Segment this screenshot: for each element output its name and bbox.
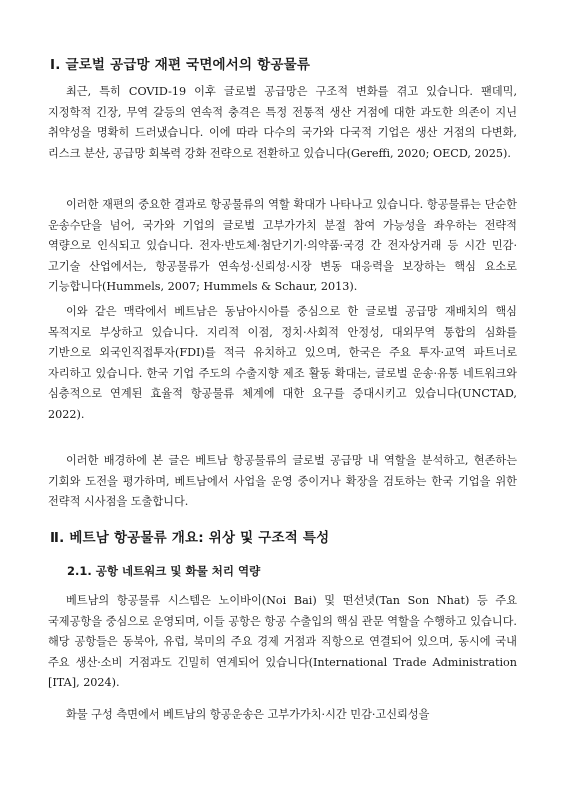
section-1-paragraph-2: 이러한 재편의 중요한 결과로 항공물류의 역할 확대가 나타나고 있습니다. 항공물류는 단순한 운송수단을 넘어, 국가와 기업의 글로벌 고부가가치 분절 참여 가능성을 좌우하는 전략적 역량으로 인식되고 있습니다. 전자·반도체·첨단기기·의약품·국경 간 전자상거래 등 시간 민감·고기술 산업에서는, 항공물류가 연속성·신뢰성·시장 변동 대응력을 보장하는 핵심 요소로 기능합니다(Hummels, 2007; Hummels & Schaur, 2013).: [48, 198, 517, 294]
section-1-paragraph-4: 이러한 배경하에 본 글은 베트남 항공물류의 글로벌 공급망 내 역할을 분석하고, 현존하는 기회와 도전을 평가하며, 베트남에서 사업을 운영 중이거나 확장을 검토하는 한국 기업을 위한 전략적 시사점을 도출합니다.: [48, 454, 517, 509]
section-1-heading: Ⅰ. 글로벌 공급망 재편 국면에서의 항공물류: [50, 57, 311, 73]
section-2-heading: Ⅱ. 베트남 항공물류 개요: 위상 및 구조적 특성: [50, 530, 330, 546]
section-1-paragraph-3: 이와 같은 맥락에서 베트남은 동남아시아를 중심으로 한 글로벌 공급망 재배치의 핵심 목적지로 부상하고 있습니다. 지리적 이점, 정치·사회적 안정성, 대외무역 통합의 심화를 기반으로 외국인직접투자(FDI)를 적극 유치하고 있으며, 한국은 주요 투자·교역 파트너로 자리하고 있습니다. 한국 기업 주도의 수출지향 제조 활동 확대는, 글로벌 운송·유통 네트워크와 심층적으로 연계된 효율적 항공물류 체계에 대한 요구를 증대시키고 있습니다(UNCTAD, 2022).: [48, 305, 517, 421]
subsection-2-1-paragraph-2: 화물 구성 측면에서 베트남의 항공운송은 고부가가치·시간 민감·고신뢰성을: [66, 708, 430, 721]
subsection-2-1-paragraph-1: 베트남의 항공물류 시스템은 노이바이(Noi Bai) 및 떤선녓(Tan Son Nhat) 등 주요 국제공항을 중심으로 운영되며, 이들 공항은 항공 수출입의 핵심 관문 역할을 수행하고 있습니다. 해당 공항들은 동북아, 유럽, 북미의 주요 경제 거점과 직항으로 연결되어 있으며, 동시에 국내 주요 생산·소비 거점과도 긴밀히 연계되어 있습니다(International Trade Administration [ITA], 2024).: [48, 594, 517, 690]
section-1-paragraph-1: 최근, 특히 COVID-19 이후 글로벌 공급망은 구조적 변화를 겪고 있습니다. 팬데믹, 지정학적 긴장, 무역 갈등의 연속적 충격은 특정 전통적 생산 거점에 대한 과도한 의존이 지닌 취약성을 명확히 드러냈습니다. 이에 따라 다수의 국가와 다국적 기업은 생산 거점의 다변화, 리스크 분산, 공급망 회복력 강화 전략으로 전환하고 있습니다(Gereffi, 2020; OECD, 2025).: [48, 85, 517, 160]
subsection-2-1-heading: 2.1. 공항 네트워크 및 화물 처리 역량: [67, 564, 261, 578]
